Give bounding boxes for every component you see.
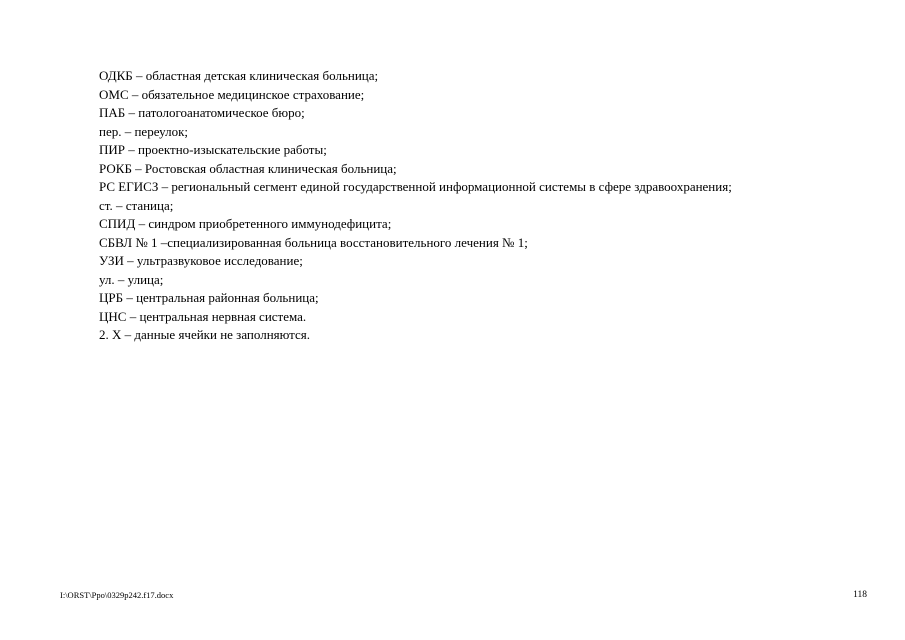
- abbreviation-item: РОКБ – Ростовская областная клиническая больница;: [99, 160, 397, 176]
- footer-page-number: 118: [853, 590, 867, 600]
- abbreviation-item: пер. – переулок;: [99, 123, 188, 139]
- abbreviation-list: [99, 67, 879, 345]
- abbreviation-item: ул. – улица;: [99, 271, 164, 287]
- footer-file-path: I:\ORST\Ppo\0329p242.f17.docx: [60, 590, 174, 600]
- abbreviation-item: ОМС – обязательное медицинское страхование;: [99, 86, 365, 102]
- abbreviation-item: ЦНС – центральная нервная система.: [99, 308, 307, 324]
- abbreviation-item: ЦРБ – центральная районная больница;: [99, 290, 319, 305]
- abbreviation-item: ст. – станица;: [99, 197, 174, 213]
- abbreviation-item: РС ЕГИСЗ – региональный сегмент единой государственной информационной системы в сфере здравоохранения;: [99, 179, 732, 194]
- abbreviation-item: ПИР – проектно-изыскательские работы;: [99, 142, 327, 157]
- abbreviation-item: ПАБ – патологоанатомическое бюро;: [99, 105, 305, 120]
- abbreviation-item: УЗИ – ультразвуковое исследование;: [99, 253, 303, 268]
- abbreviation-item: СПИД – синдром приобретенного иммунодефицита;: [99, 216, 392, 231]
- abbreviation-item: ОДКБ – областная детская клиническая больница;: [99, 68, 379, 83]
- note-item: 2. Х – данные ячейки не заполняются.: [99, 327, 311, 342]
- abbreviation-item: СБВЛ № 1 –специализированная больница восстановительного лечения № 1;: [99, 234, 528, 250]
